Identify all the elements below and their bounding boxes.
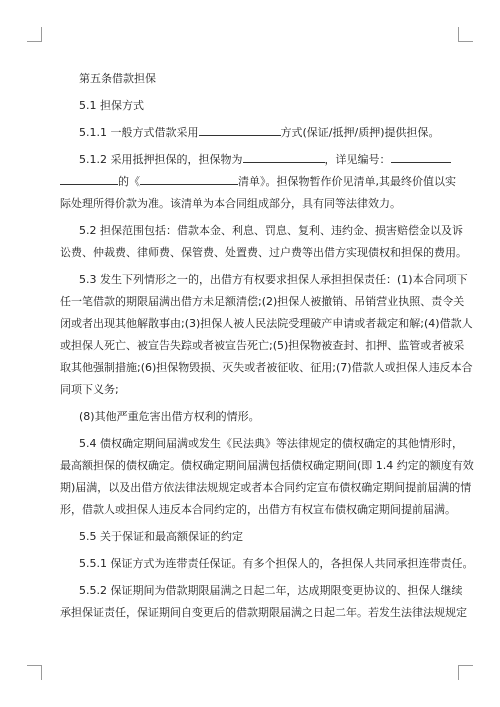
collateral-blank xyxy=(243,150,325,163)
crop-mark-bottom-right xyxy=(458,665,473,680)
article-title: 第五条借款担保 xyxy=(79,72,156,85)
clause-5-4 xyxy=(60,433,474,521)
clause-5-1-2 xyxy=(60,149,456,215)
clause-5-1-2-list-close: 清单》。担保物暂作价见清单,其最终价值以实 xyxy=(238,175,456,188)
paragraph-line: 最高额担保的债权确定。债权确定期间届满包括债权确定期间(即 1.4 约定的额度有效 xyxy=(60,459,474,472)
crop-mark-bottom-left xyxy=(27,665,42,680)
paragraph-line: 闭或者出现其他解散事由;(3)担保人被人民法院受理破产申请或者裁定和解;(4)借款人 xyxy=(60,317,473,330)
paragraph-line: 取其他强制措施;(6)担保物毁损、灭失或者被征收、征用;(7)借款人或担保人违反本合 xyxy=(60,361,473,374)
paragraph-line: 5.4 债权确定期间届满或发生《民法典》等法律规定的债权确定的其他情形时， xyxy=(79,437,463,450)
clause-5-5-1: 5.5.1 保证方式为连带责任保证。有多个担保人的，各担保人共同承担连带责任。 xyxy=(79,557,474,570)
serial-number-blank xyxy=(391,150,451,163)
guarantee-method-blank xyxy=(199,123,281,136)
clause-5-1-1-pre: 5.1.1 一般方式借款采用 xyxy=(79,126,199,139)
clause-5-1-2-line3: 际处理所得价款为准。该清单为本合同组成部分，具有同等法律效力。 xyxy=(60,197,401,210)
paragraph-line: 任一笔借款的期限届满出借方未足额清偿;(2)担保人被撤销、吊销营业执照、责令关 xyxy=(60,295,465,308)
paragraph-line: 形，借款人或担保人违反本合同约定的，出借方有权宣布债权确定期间提前届满。 xyxy=(60,503,456,516)
section-5-5-title: 5.5 关于保证和最高额保证的约定 xyxy=(79,530,243,543)
list-name-blank xyxy=(140,172,238,185)
clause-5-1-1-post: 方式(保证/抵押/质押)提供担保。 xyxy=(280,126,440,139)
paragraph-line: 讼费、仲裁费、律师费、保管费、处置费、过户费等出借方实现债权和担保的费用。 xyxy=(60,246,467,259)
paragraph-line: 同项下义务; xyxy=(60,383,119,396)
paragraph-line: 5.2 担保范围包括：借款本金、利息、罚息、复利、违约金、损害赔偿金以及诉 xyxy=(79,224,463,237)
clause-5-1-1 xyxy=(60,122,442,144)
paragraph-line: 5.5.2 保证期间为借款期限届满之日起二年，达成期限变更协议的、担保人继续 xyxy=(79,584,463,597)
clause-5-3 xyxy=(60,269,473,401)
crop-mark-top-right xyxy=(458,27,473,42)
clause-5-2 xyxy=(60,220,467,264)
document-body xyxy=(60,68,474,624)
clause-5-3-item-8: (8)其他严重危害出借方权利的情形。 xyxy=(79,410,260,423)
section-5-1-title: 5.1 担保方式 xyxy=(79,99,144,112)
paragraph-line: 期)届满，以及出借方依法律法规规定或者本合同约定宣布债权确定期间提前届满的情 xyxy=(60,481,472,494)
clause-5-5-2 xyxy=(60,580,467,624)
paragraph-line: 或担保人死亡、被宣告失踪或者被宣告死亡;(5)担保物被查封、扣押、监管或者被采 xyxy=(60,339,465,352)
serial-number-blank-continued xyxy=(60,172,118,185)
paragraph-line: 5.3 发生下列情形之一的，出借方有权要求担保人承担担保责任：(1)本合同项下 xyxy=(79,273,468,286)
clause-5-1-2-mid: ，详见编号： xyxy=(324,153,391,166)
clause-5-1-2-list-open: 的《 xyxy=(118,175,140,188)
crop-mark-top-left xyxy=(27,27,42,42)
paragraph-line: 承担保证责任，保证期间自变更后的借款期限届满之日起二年。若发生法律法规规定 xyxy=(60,606,467,619)
clause-5-1-2-pre: 5.1.2 采用抵押担保的，担保物为 xyxy=(79,153,243,166)
